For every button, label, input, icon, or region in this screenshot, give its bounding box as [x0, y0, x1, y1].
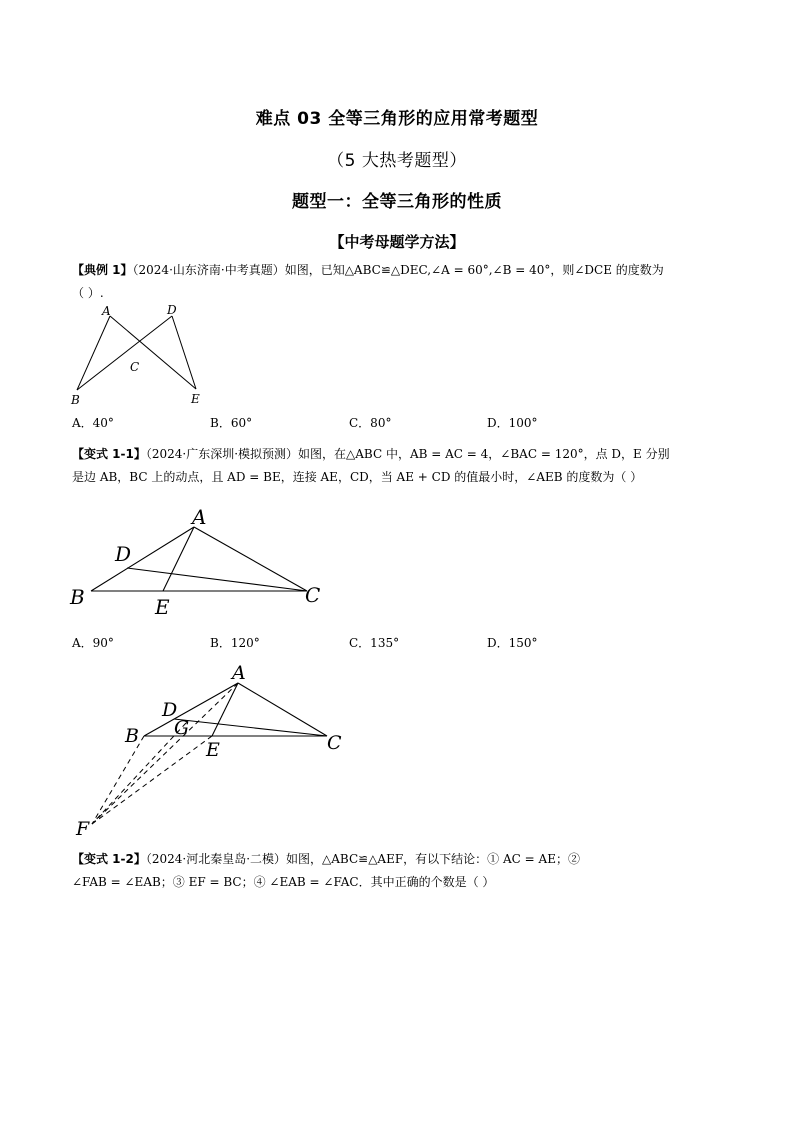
example1-option-a[interactable]: A．40°	[72, 416, 114, 430]
fig2-label-b: B	[70, 585, 85, 609]
fig3-dash-gf	[92, 723, 186, 824]
fig1-label-b: B	[71, 393, 80, 407]
example1-text2: （ ）.	[72, 286, 104, 300]
fig3-label-b: B	[125, 725, 139, 747]
variant2-line2: ∠FAB = ∠EAB；③ EF = BC；④ ∠EAB = ∠FAC．其中正确的个数是（ ）	[72, 875, 495, 889]
fig1-label-d: D	[167, 303, 177, 317]
variant1-option-d[interactable]: D．150°	[487, 636, 538, 650]
variant1-figure	[66, 500, 336, 624]
variant1-tag: 【变式 1-1】	[72, 447, 146, 461]
variant2-tag: 【变式 1-2】	[72, 852, 146, 866]
example1-option-c[interactable]: C．80°	[349, 416, 392, 430]
fig3-dash-ef	[92, 736, 212, 824]
fig2-label-e: E	[155, 595, 170, 619]
example1-option-b[interactable]: B．60°	[210, 416, 253, 430]
example1-figure	[66, 300, 216, 410]
fig3-label-f: F	[76, 818, 90, 840]
fig3-dash-bf	[92, 736, 144, 824]
variant1-line2: 是边 AB，BC 上的动点，且 AD = BE，连接 AE，CD，当 AE + CD 的值最小时，∠AEB 的度数为（ ）	[72, 470, 643, 484]
fig3-label-d: D	[162, 699, 178, 721]
fig2-line-dc	[127, 568, 307, 591]
fig2-line-ac	[194, 527, 307, 591]
variant1-option-a[interactable]: A．90°	[72, 636, 114, 650]
fig1-line-ae	[110, 316, 196, 389]
page-title: 难点 03 全等三角形的应用常考题型	[255, 109, 539, 129]
example1-tag: 【典例 1】	[72, 263, 133, 277]
fig1-label-a: A	[102, 304, 111, 318]
variant1-option-c[interactable]: C．135°	[349, 636, 400, 650]
page-subtitle: （5 大热考题型）	[327, 151, 467, 171]
variant2-question	[72, 848, 726, 894]
fig2-label-c: C	[305, 583, 321, 607]
variant2-line1: （2024·河北秦皇岛·二模）如图，△ABC≌△AEF，有以下结论：① AC = AE；②	[145, 852, 580, 866]
fig1-line-de	[172, 316, 196, 389]
method-heading: 【中考母题学方法】	[329, 233, 465, 251]
fig1-line-ab	[77, 316, 110, 390]
fig3-label-a: A	[232, 662, 246, 684]
fig2-label-a: A	[192, 505, 207, 529]
example1-option-d[interactable]: D．100°	[487, 416, 538, 430]
fig1-label-c: C	[130, 360, 140, 374]
topic-heading: 题型一：全等三角形的性质	[292, 192, 502, 212]
fig3-line-dc	[174, 719, 327, 736]
variant2-figure	[66, 660, 356, 840]
fig3-label-c: C	[327, 732, 342, 754]
fig3-label-e: E	[206, 739, 220, 761]
fig1-label-e: E	[191, 392, 200, 406]
example1-question	[72, 259, 726, 305]
fig1-line-bd	[77, 316, 172, 390]
fig2-label-d: D	[115, 542, 132, 566]
variant1-option-b[interactable]: B．120°	[210, 636, 260, 650]
example1-text: （2024·山东济南·中考真题）如图，已知△ABC≌△DEC,∠A = 60°,∠B = 40°，则∠DCE 的度数为	[132, 263, 664, 277]
variant1-line1: （2024·广东深圳·模拟预测）如图，在△ABC 中，AB = AC = 4，∠BAC = 120°，点 D，E 分别	[145, 447, 670, 461]
fig3-label-g: G	[174, 717, 190, 739]
variant1-question	[72, 443, 726, 489]
